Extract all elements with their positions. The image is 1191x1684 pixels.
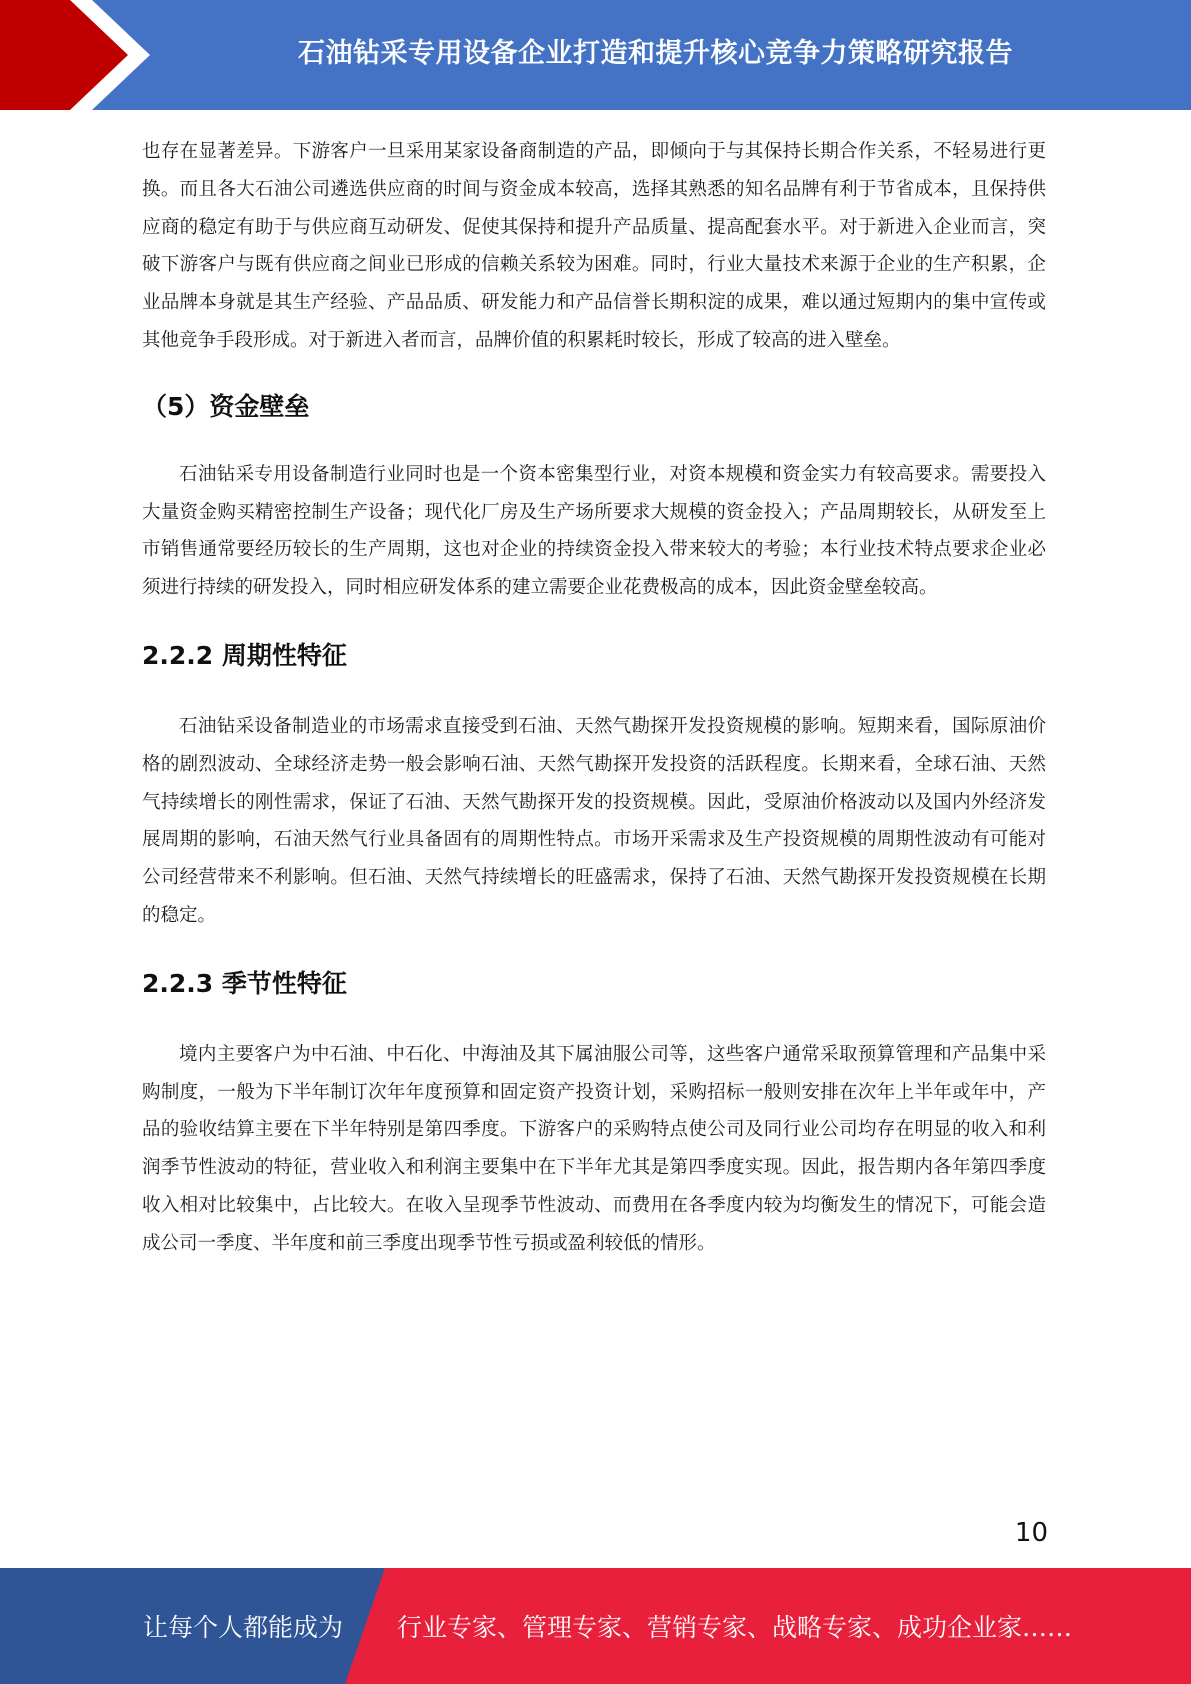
heading-capital-barrier: （5）资金壁垒 — [142, 391, 310, 421]
page-content — [142, 133, 1046, 1263]
footer-slogan-right: 行业专家、管理专家、营销专家、战略专家、成功企业家…… — [397, 1613, 1073, 1642]
footer-slogan-left: 让每个人都能成为 — [143, 1613, 344, 1642]
paragraph-brand-barrier-continued: 也存在显著差异。下游客户一旦采用某家设备商制造的产品，即倾向于与其保持长期合作关系，不轻易进行更换。而且各大石油公司遴选供应商的时间与资金成本较高，选择其熟悉的知名品牌有利于节省成本，且保持供应商的稳定有助于与供应商互动研发、促使其保持和提升产品质量、提高配套水平。对于新进入企业而言，突破下游客户与既有供应商之间业已形成的信赖关系较为困难。同时，行业大量技术来源于企业的生产积累，企业品牌本身就是其生产经验、产品品质、研发能力和产品信誉长期积淀的成果，难以通过短期内的集中宣传或其他竞争手段形成。对于新进入者而言，品牌价值的积累耗时较长，形成了较高的进入壁垒。 — [142, 141, 1046, 351]
paragraph-capital-barrier: 石油钻采专用设备制造行业同时也是一个资本密集型行业，对资本规模和资金实力有较高要求。需要投入大量资金购买精密控制生产设备；现代化厂房及生产场所要求大规模的资金投入；产品周期较长，从研发至上市销售通常要经历较长的生产周期，这也对企业的持续资金投入带来较大的考验；本行业技术特点要求企业必须进行持续的研发投入，同时相应研发体系的建立需要企业花费极高的成本，因此资金壁垒较高。 — [142, 463, 1046, 599]
chevron-decoration-icon — [0, 0, 160, 110]
page-number: 10 — [1014, 1518, 1048, 1548]
heading-cyclical-features: 2.2.2 周期性特征 — [142, 640, 347, 670]
paragraph-cyclical-features: 石油钻采设备制造业的市场需求直接受到石油、天然气勘探开发投资规模的影响。短期来看，国际原油价格的剧烈波动、全球经济走势一般会影响石油、天然气勘探开发投资的活跃程度。长期来看，全球石油、天然气持续增长的刚性需求，保证了石油、天然气勘探开发的投资规模。因此，受原油价格波动以及国内外经济发展周期的影响，石油天然气行业具备固有的周期性特点。市场开采需求及生产投资规模的周期性波动有可能对公司经营带来不利影响。但石油、天然气持续增长的旺盛需求，保持了石油、天然气勘探开发投资规模在长期的稳定。 — [142, 715, 1046, 926]
heading-seasonal-features: 2.2.3 季节性特征 — [142, 968, 347, 998]
page-footer — [0, 1568, 1191, 1684]
paragraph-seasonal-features: 境内主要客户为中石油、中石化、中海油及其下属油服公司等，这些客户通常采取预算管理和产品集中采购制度，一般为下半年制订次年年度预算和固定资产投资计划，采购招标一般则安排在次年上半年或年中，产品的验收结算主要在下半年特别是第四季度。下游客户的采购特点使公司及同行业公司均存在明显的收入和利润季节性波动的特征，营业收入和利润主要集中在下半年尤其是第四季度实现。因此，报告期内各年第四季度收入相对比较集中，占比较大。在收入呈现季节性波动、而费用在各季度内较为均衡发生的情况下，可能会造成公司一季度、半年度和前三季度出现季节性亏损或盈利较低的情形。 — [142, 1043, 1046, 1254]
page-header — [0, 0, 1191, 110]
report-title: 石油钻采专用设备企业打造和提升核心竞争力策略研究报告 — [298, 37, 1013, 69]
